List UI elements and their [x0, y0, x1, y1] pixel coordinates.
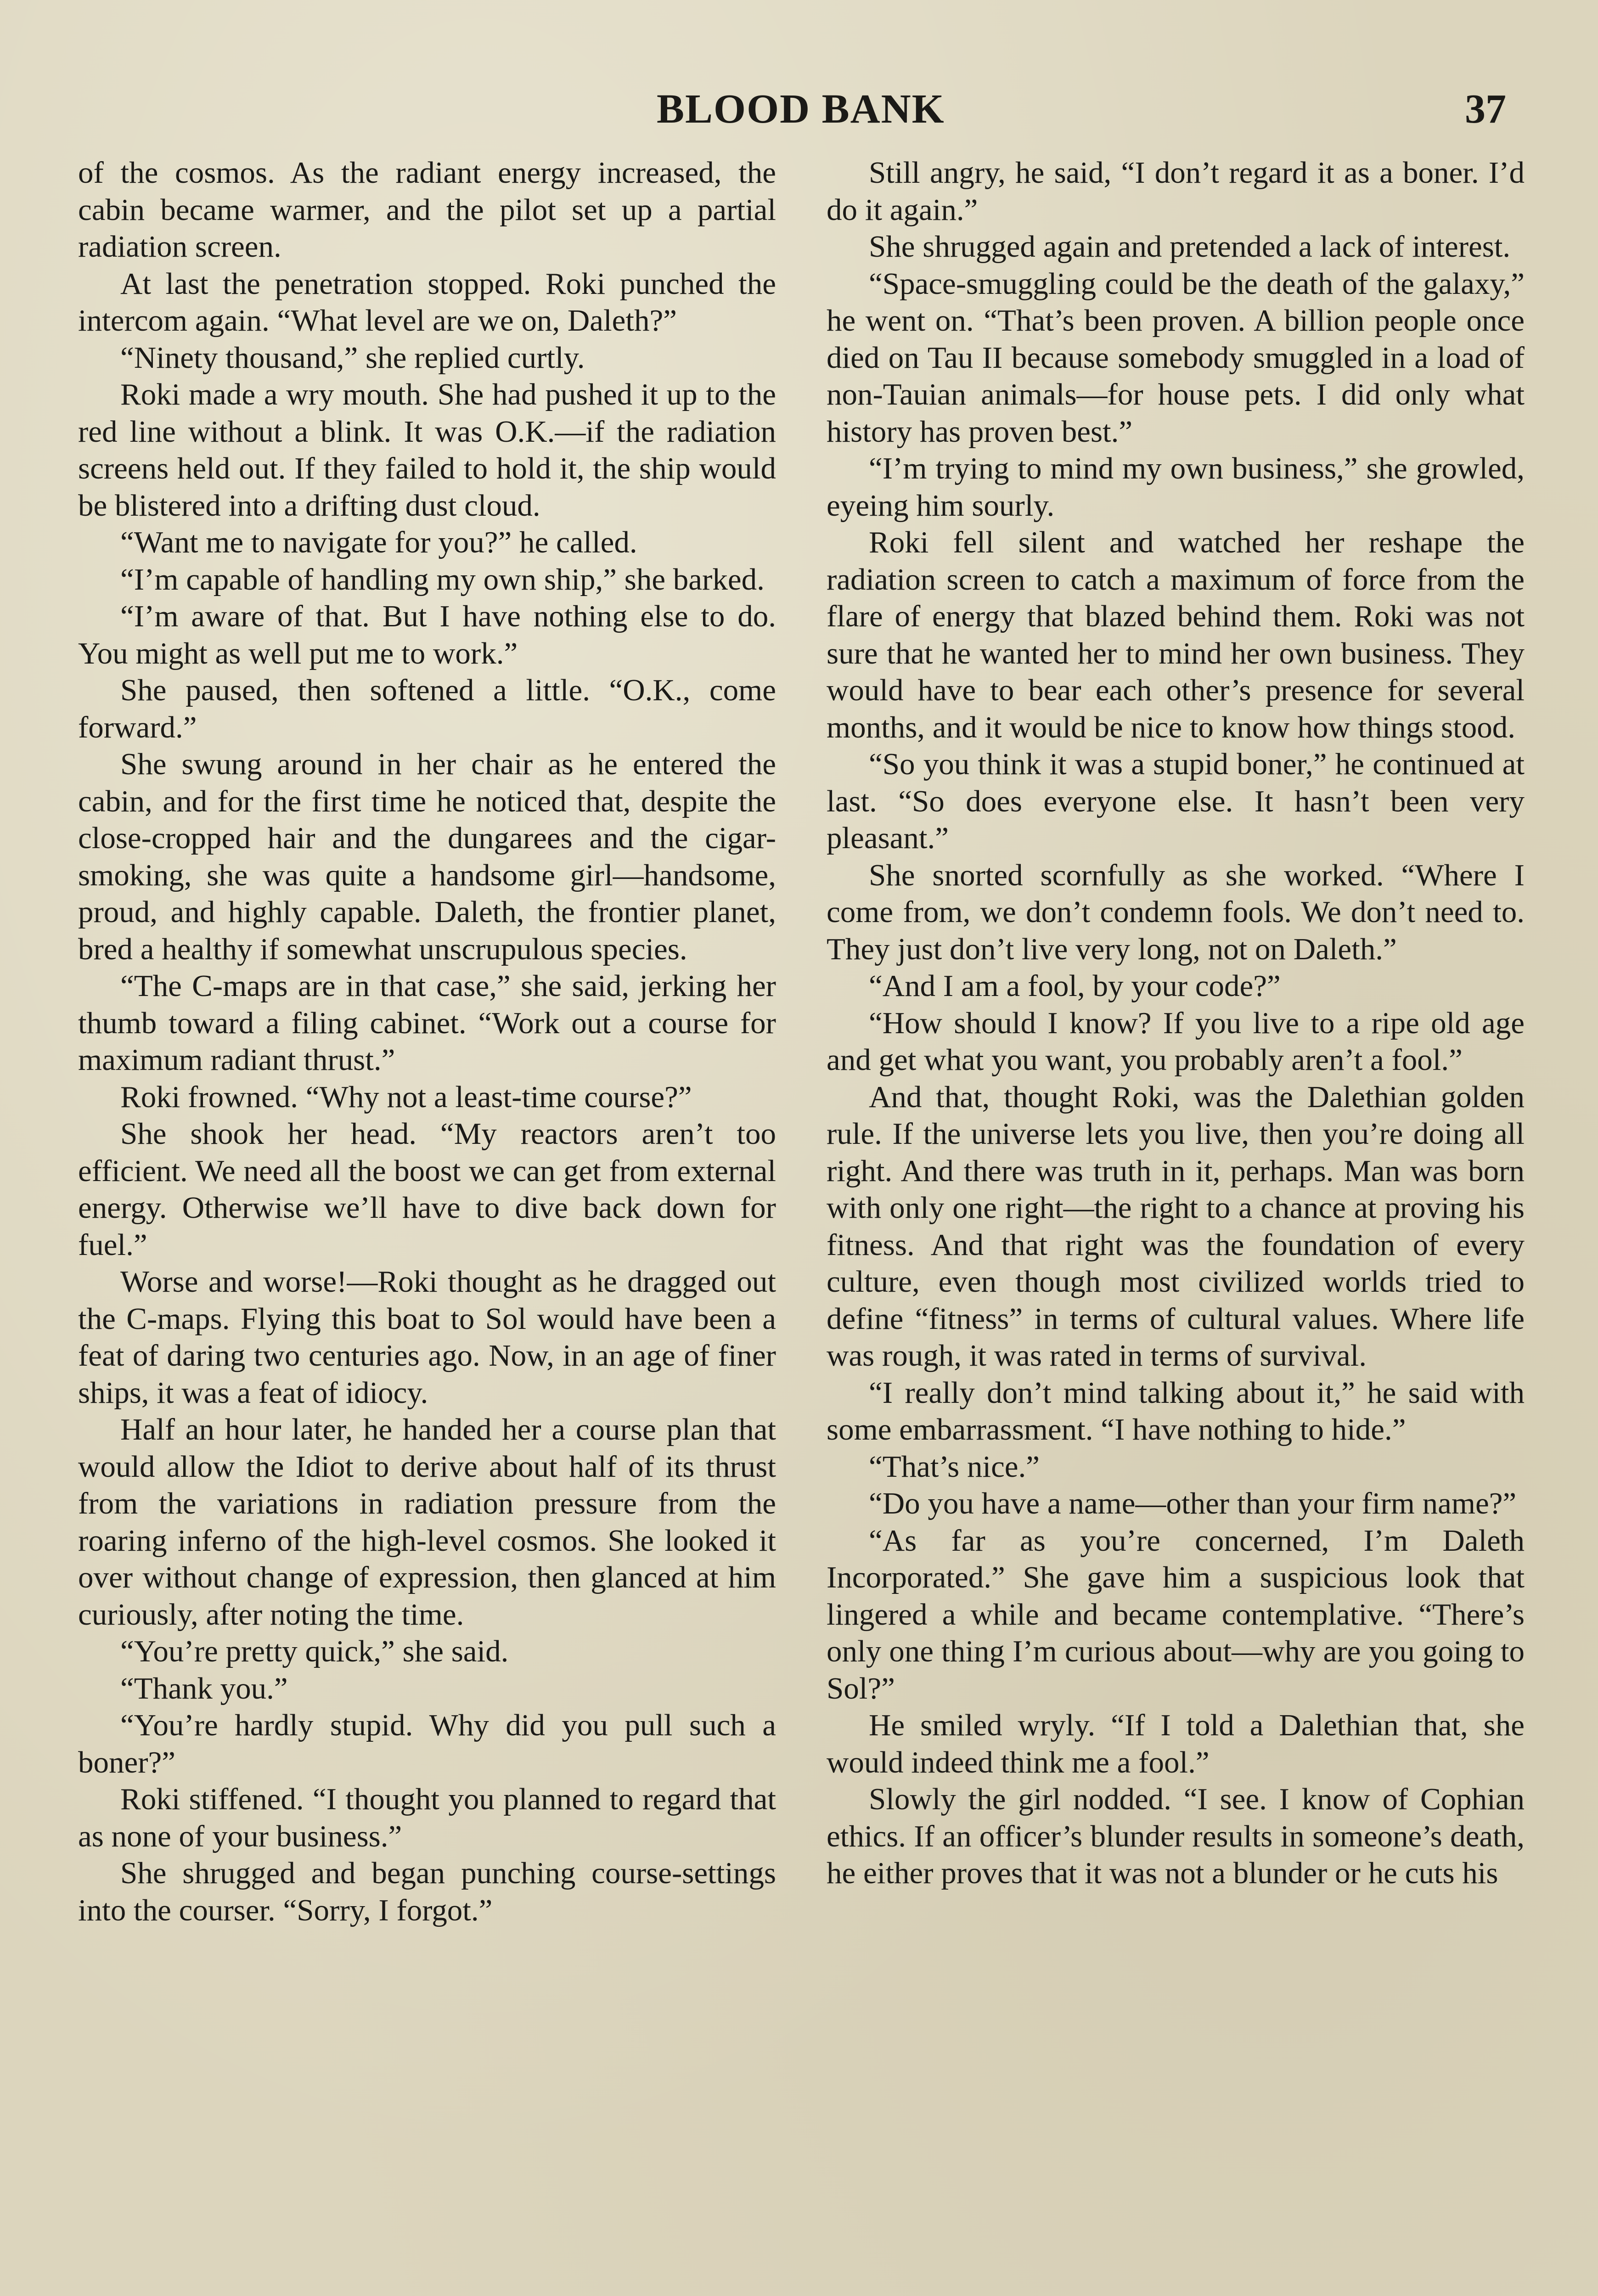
- paragraph: “I’m trying to mind my own business,” she growled, eyeing him sourly.: [827, 451, 1525, 523]
- paragraph: “And I am a fool, by your code?”: [869, 969, 1281, 1003]
- paragraph: “Ninety thousand,” she replied curtly.: [120, 340, 585, 375]
- paragraph: “You’re pretty quick,” she said.: [120, 1634, 509, 1668]
- paragraph: Still angry, he said, “I don’t regard it as a boner. I’d do it again.”: [827, 156, 1525, 227]
- paragraph: “As far as you’re concerned, I’m Daleth Incorporated.” She gave him a suspicious look that lingered a while and became contemplative. “There’s only one thing I’m curious about—why are you going to Sol?”: [827, 1523, 1525, 1705]
- paragraph: Roki made a wry mouth. She had pushed it up to the red line without a blink. It was O.K.—if the radiation screens held out. If they failed to hold it, the ship would be blistered into a drifting dust cloud.: [78, 377, 776, 523]
- right-text-column: [827, 154, 1525, 2296]
- paragraph: At last the penetration stopped. Roki punched the intercom again. “What level are we on, Daleth?”: [78, 266, 776, 338]
- paragraph: “I’m aware of that. But I have nothing else to do. You might as well put me to work.”: [78, 599, 776, 670]
- paragraph: And that, thought Roki, was the Dalethian golden rule. If the universe lets you live, then you’re doing all right. And there was truth in it, perhaps. Man was born with only one right—the right to a chance at proving his fitness. And that right was the foundation of every culture, even though most civilized worlds tried to define “fitness” in terms of cultural values. Where life was rough, it was rated in terms of survival.: [827, 1080, 1525, 1373]
- paragraph: “Thank you.”: [120, 1671, 288, 1705]
- paragraph: “I’m capable of handling my own ship,” she barked.: [120, 562, 765, 597]
- paragraph: “You’re hardly stupid. Why did you pull such a boner?”: [78, 1708, 776, 1779]
- paragraph: She swung around in her chair as he entered the cabin, and for the first time he noticed that, despite the close-cropped hair and the dungarees and the cigar-smoking, she was quite a handsome girl—handsome, proud, and highly capable. Daleth, the frontier planet, bred a healthy if somewhat unscrupulous species.: [78, 747, 776, 966]
- paragraph: Roki stiffened. “I thought you planned to regard that as none of your business.”: [78, 1782, 776, 1853]
- paragraph: Half an hour later, he handed her a course plan that would allow the Idiot to derive about half of its thrust from the variations in radiation pressure from the roaring inferno of the high-level cosmos. She looked it over without change of expression, then glanced at him curiously, after noting the time.: [78, 1412, 776, 1632]
- paragraph: He smiled wryly. “If I told a Dalethian that, she would indeed think me a fool.”: [827, 1708, 1525, 1779]
- paragraph: “Space-smuggling could be the death of the galaxy,” he went on. “That’s been proven. A billion people once died on Tau II because somebody smuggled in a load of non-Tauian animals—for house pets. I did only what history has proven best.”: [827, 266, 1525, 449]
- paragraph: Slowly the girl nodded. “I see. I know of Cophian ethics. If an officer’s blunder results in someone’s death, he either proves that it was not a blunder or he cuts his: [827, 1782, 1525, 1890]
- running-head: [0, 82, 1598, 141]
- paragraph: She shrugged and began punching course-settings into the courser. “Sorry, I forgot.”: [78, 1856, 776, 1927]
- paragraph: “How should I know? If you live to a ripe old age and get what you want, you probably aren’t a fool.”: [827, 1006, 1525, 1077]
- paragraph: Worse and worse!—Roki thought as he dragged out the C-maps. Flying this boat to Sol would have been a feat of daring two centuries ago. Now, in an age of finer ships, it was a feat of idiocy.: [78, 1265, 776, 1410]
- paragraph: She snorted scornfully as she worked. “Where I come from, we don’t condemn fools. We don’t need to. They just don’t live very long, not on Daleth.”: [827, 858, 1525, 966]
- paragraph: “So you think it was a stupid boner,” he continued at last. “So does everyone else. It hasn’t been very pleasant.”: [827, 747, 1525, 855]
- paragraph: “The C-maps are in that case,” she said, jerking her thumb toward a filing cabinet. “Work out a course for maximum radiant thrust.”: [78, 969, 776, 1077]
- paragraph: She shook her head. “My reactors aren’t too efficient. We need all the boost we can get from external energy. Otherwise we’ll have to dive back down for fuel.”: [78, 1117, 776, 1262]
- paragraph: “That’s nice.”: [869, 1449, 1040, 1484]
- left-text-column: [78, 154, 776, 2296]
- paragraph: of the cosmos. As the radiant energy increased, the cabin became warmer, and the pilot set up a partial radiation screen.: [78, 156, 776, 264]
- paragraph: She paused, then softened a little. “O.K., come forward.”: [78, 673, 776, 744]
- paragraph: She shrugged again and pretended a lack of interest.: [869, 230, 1511, 264]
- paragraph: Roki fell silent and watched her reshape the radiation screen to catch a maximum of force from the flare of energy that blazed behind them. Roki was not sure that he wanted her to mind her own business. They would have to bear each other’s presence for several months, and it would be nice to know how things stood.: [827, 525, 1525, 744]
- paragraph: “I really don’t mind talking about it,” he said with some embarrassment. “I have nothing to hide.”: [827, 1375, 1525, 1446]
- page-number: 37: [1465, 86, 1506, 132]
- paragraph: “Want me to navigate for you?” he called.: [120, 525, 637, 559]
- paragraph: Roki frowned. “Why not a least-time course?”: [120, 1080, 692, 1114]
- paragraph: “Do you have a name—other than your firm name?”: [869, 1486, 1517, 1520]
- running-title: BLOOD BANK: [657, 86, 945, 132]
